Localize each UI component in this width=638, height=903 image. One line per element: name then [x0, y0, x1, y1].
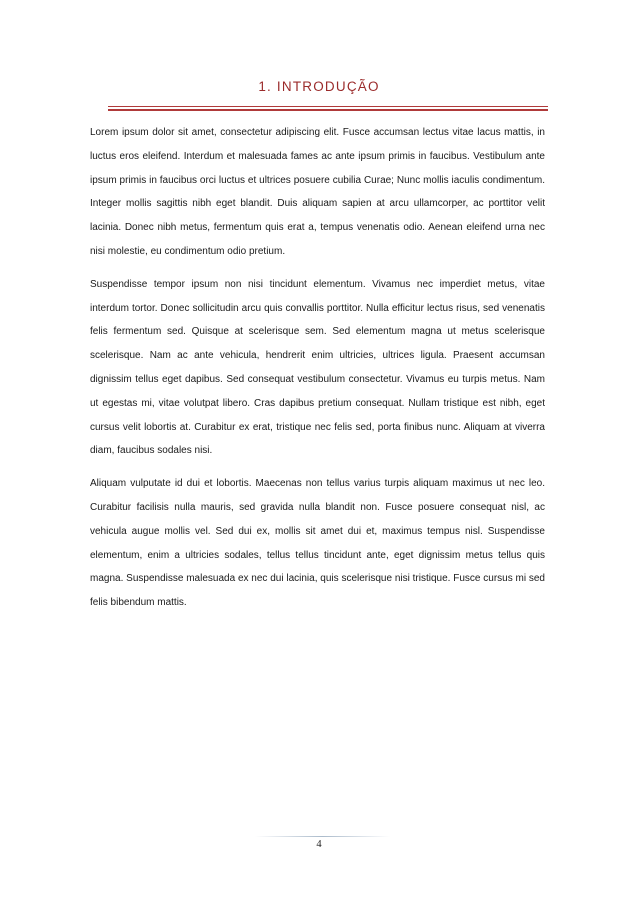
- paragraph: Aliquam vulputate id dui et lobortis. Maecenas non tellus varius turpis aliquam maximus ut nec leo. Curabitur facilisis nulla mauris, sed gravida nulla blandit non. Fusce posuere consequat nisl, ac vehicula augue mollis vel. Sed dui ex, mollis sit amet dui et, maximus tempus nisl. Suspendisse elementum, enim a ultricies sodales, tellus tellus tincidunt ante, eget dignissim metus tellus quis magna. Suspendisse malesuada ex nec dui lacinia, quis scelerisque nisi tristique. Fusce cursus mi sed felis bibendum mattis.: [90, 478, 545, 609]
- heading-rule-top: [108, 106, 548, 107]
- heading-rule-bottom: [108, 109, 548, 111]
- paragraph: Lorem ipsum dolor sit amet, consectetur adipiscing elit. Fusce accumsan lectus vitae lacus mattis, in luctus eros eleifend. Interdum et malesuada fames ac ante ipsum primis in faucibus. Vestibulum ante ipsum primis in faucibus orci luctus et ultrices posuere cubilia Curae; Nunc mollis iaculis condimentum. Integer mollis sagittis nibh eget blandit. Duis aliquam sapien at arcu ullamcorper, ac porttitor velit lacinia. Donec nibh metus, fermentum quis erat a, tempus venenatis odio. Aenean eleifend urna nec nisi molestie, eu condimentum odio pretium.: [90, 127, 545, 257]
- body-text: [90, 121, 545, 624]
- paragraph: Suspendisse tempor ipsum non nisi tincidunt elementum. Vivamus nec imperdiet metus, vitae interdum tortor. Donec sollicitudin arcu quis convallis porttitor. Nulla efficitur lectus risus, sed venenatis felis fermentum sed. Quisque at scelerisque sem. Sed elementum magna ut metus scelerisque scelerisque. Nam ac ante vehicula, hendrerit enim ultricies, ultrices ligula. Praesent accumsan dignissim tellus eget dapibus. Sed consequat vestibulum consectetur. Vivamus eu turpis metus. Nam ut egestas mi, vitae volutpat libero. Cras dapibus pretium consequat. Nullam tristique est nibh, eget cursus velit lobortis at. Curabitur ex erat, tristique nec felis sed, porta finibus nunc. Aliquam at viverra diam, faucibus sodales nisi.: [90, 278, 545, 457]
- footer-divider: [255, 836, 390, 837]
- section-heading: 1. INTRODUÇÃO: [258, 79, 380, 94]
- page-number: 4: [316, 839, 322, 850]
